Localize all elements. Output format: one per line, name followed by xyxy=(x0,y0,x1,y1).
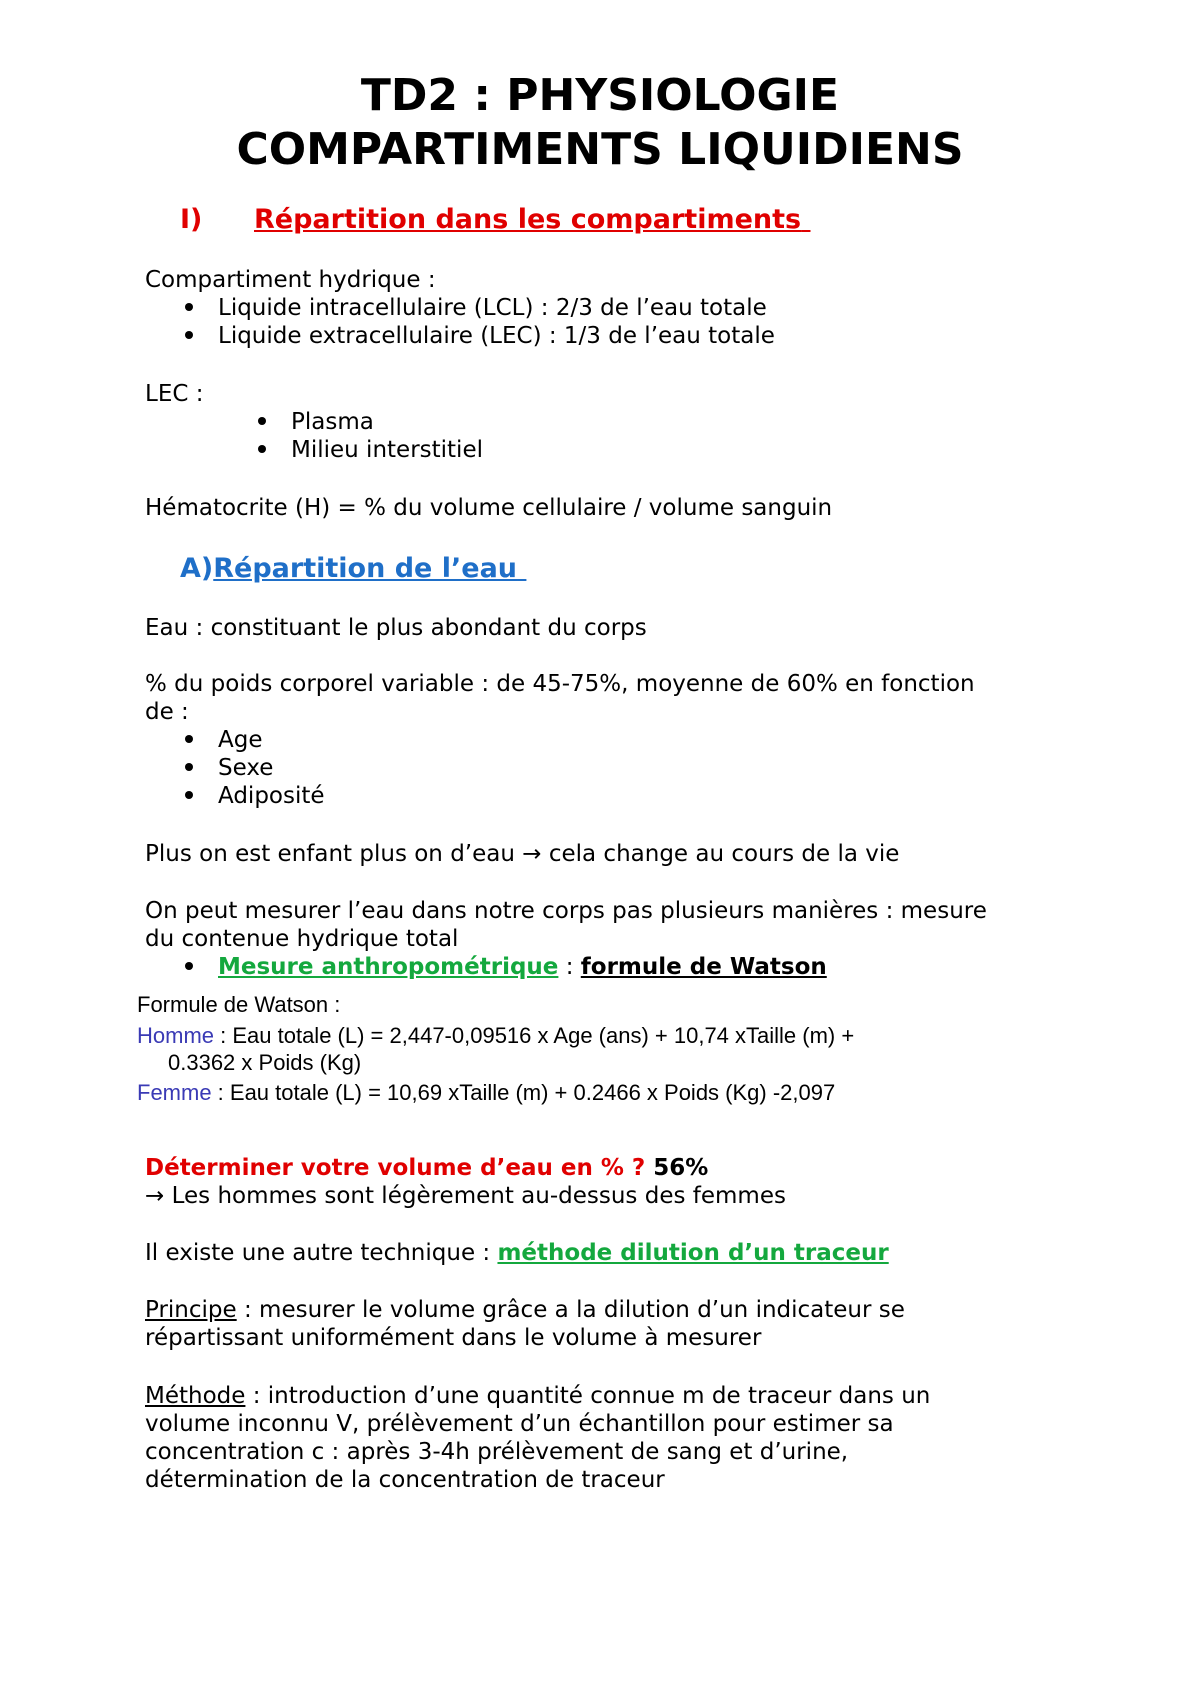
mesure-line1: On peut mesurer l’eau dans notre corps pas plusieurs manières : mesure xyxy=(145,898,987,924)
methode-line4: détermination de la concentration de traceur xyxy=(145,1467,665,1493)
poids-line2: de : xyxy=(145,699,189,725)
list-item xyxy=(185,726,263,754)
list-item xyxy=(185,294,767,322)
section-heading xyxy=(254,204,811,235)
determiner-question-text: Déterminer votre volume d’eau en % ? xyxy=(145,1155,646,1181)
bullet-icon xyxy=(185,303,193,311)
hematocrite-text: Hématocrite (H) = % du volume cellulaire / volume sanguin xyxy=(145,495,833,521)
arrow-icon: → xyxy=(522,841,542,867)
principe-text: : mesurer le volume grâce a la dilution d’un indicateur se xyxy=(236,1297,905,1323)
watson-homme-line2: 0.3362 x Poids (Kg) xyxy=(168,1050,362,1075)
bullet-icon xyxy=(185,962,193,970)
homme-formula: : Eau totale (L) = 2,447-0,09516 x Age (ans) + 10,74 xTaille (m) + xyxy=(214,1023,855,1048)
list-item-text: Adiposité xyxy=(218,783,325,809)
eau-text: Eau : constituant le plus abondant du corps xyxy=(145,615,647,641)
enfant-before: Plus on est enfant plus on d’eau xyxy=(145,841,515,867)
autre-technique xyxy=(145,1239,889,1267)
principe-label: Principe xyxy=(145,1297,237,1323)
list-item-text: Liquide intracellulaire (LCL) : 2/3 de l’eau totale xyxy=(218,295,767,321)
lec-label: LEC : xyxy=(145,381,204,407)
list-item-text: Liquide extracellulaire (LEC) : 1/3 de l’eau totale xyxy=(218,323,775,349)
list-item xyxy=(185,754,274,782)
methode-line2: volume inconnu V, prélèvement d’un échantillon pour estimer sa xyxy=(145,1411,894,1437)
bullet-icon xyxy=(258,445,266,453)
bullet-icon xyxy=(185,763,193,771)
list-item xyxy=(185,322,775,350)
methode-dilution: méthode dilution d’un traceur xyxy=(497,1240,889,1266)
homme-label: Homme xyxy=(137,1023,215,1048)
determiner-question xyxy=(145,1154,708,1182)
poids-line1: % du poids corporel variable : de 45-75%, moyenne de 60% en fonction xyxy=(145,671,975,697)
separator: : xyxy=(558,954,581,980)
methode-line1 xyxy=(145,1382,930,1410)
page-title-line2: COMPARTIMENTS LIQUIDIENS xyxy=(236,124,964,175)
bullet-icon xyxy=(258,417,266,425)
mesure-line2: du contenue hydrique total xyxy=(145,926,459,952)
subsection-letter: A) xyxy=(180,553,214,584)
principe-line2: répartissant uniformément dans le volume à mesurer xyxy=(145,1325,762,1351)
determiner-note-text: Les hommes sont légèrement au-dessus des femmes xyxy=(164,1183,786,1209)
subsection-heading xyxy=(180,553,526,584)
determiner-answer: 56% xyxy=(645,1155,709,1181)
list-item-text: Milieu interstitiel xyxy=(291,437,483,463)
principe-line1 xyxy=(145,1296,905,1324)
watson-homme-line1 xyxy=(137,1022,854,1049)
bullet-icon xyxy=(185,791,193,799)
list-item xyxy=(185,782,325,810)
list-item xyxy=(258,408,374,436)
list-item xyxy=(185,953,827,981)
list-item-text: Age xyxy=(218,727,263,753)
mesure-anthropometrique: Mesure anthropométrique xyxy=(218,954,559,980)
formule-watson: formule de Watson xyxy=(580,954,827,980)
page-title-line1: TD2 : PHYSIOLOGIE xyxy=(360,70,840,121)
femme-label: Femme xyxy=(137,1080,212,1105)
methode-line3: concentration c : après 3-4h prélèvement de sang et d’urine, xyxy=(145,1439,849,1465)
enfant-text xyxy=(145,840,899,868)
watson-title: Formule de Watson : xyxy=(137,992,341,1017)
autre-before: Il existe une autre technique : xyxy=(145,1240,498,1266)
determiner-note xyxy=(145,1182,786,1210)
bullet-icon xyxy=(185,735,193,743)
methode-label: Méthode xyxy=(145,1383,246,1409)
compartiment-label: Compartiment hydrique : xyxy=(145,267,436,293)
arrow-icon: → xyxy=(145,1183,165,1209)
femme-formula: : Eau totale (L) = 10,69 xTaille (m) + 0.2466 x Poids (Kg) -2,097 xyxy=(211,1080,836,1105)
list-item xyxy=(258,436,483,464)
section-heading-text: Répartition dans les compartiments xyxy=(254,204,802,235)
subsection-heading-text: Répartition de l’eau xyxy=(213,553,518,584)
bullet-icon xyxy=(185,331,193,339)
methode-text: : introduction d’une quantité connue m de traceur dans un xyxy=(245,1383,931,1409)
enfant-after: cela change au cours de la vie xyxy=(548,841,900,867)
list-item-text: Plasma xyxy=(291,409,374,435)
list-item-text xyxy=(218,953,827,981)
list-item-text: Sexe xyxy=(218,755,274,781)
watson-femme-line xyxy=(137,1079,835,1106)
section-number: I) xyxy=(180,204,203,235)
